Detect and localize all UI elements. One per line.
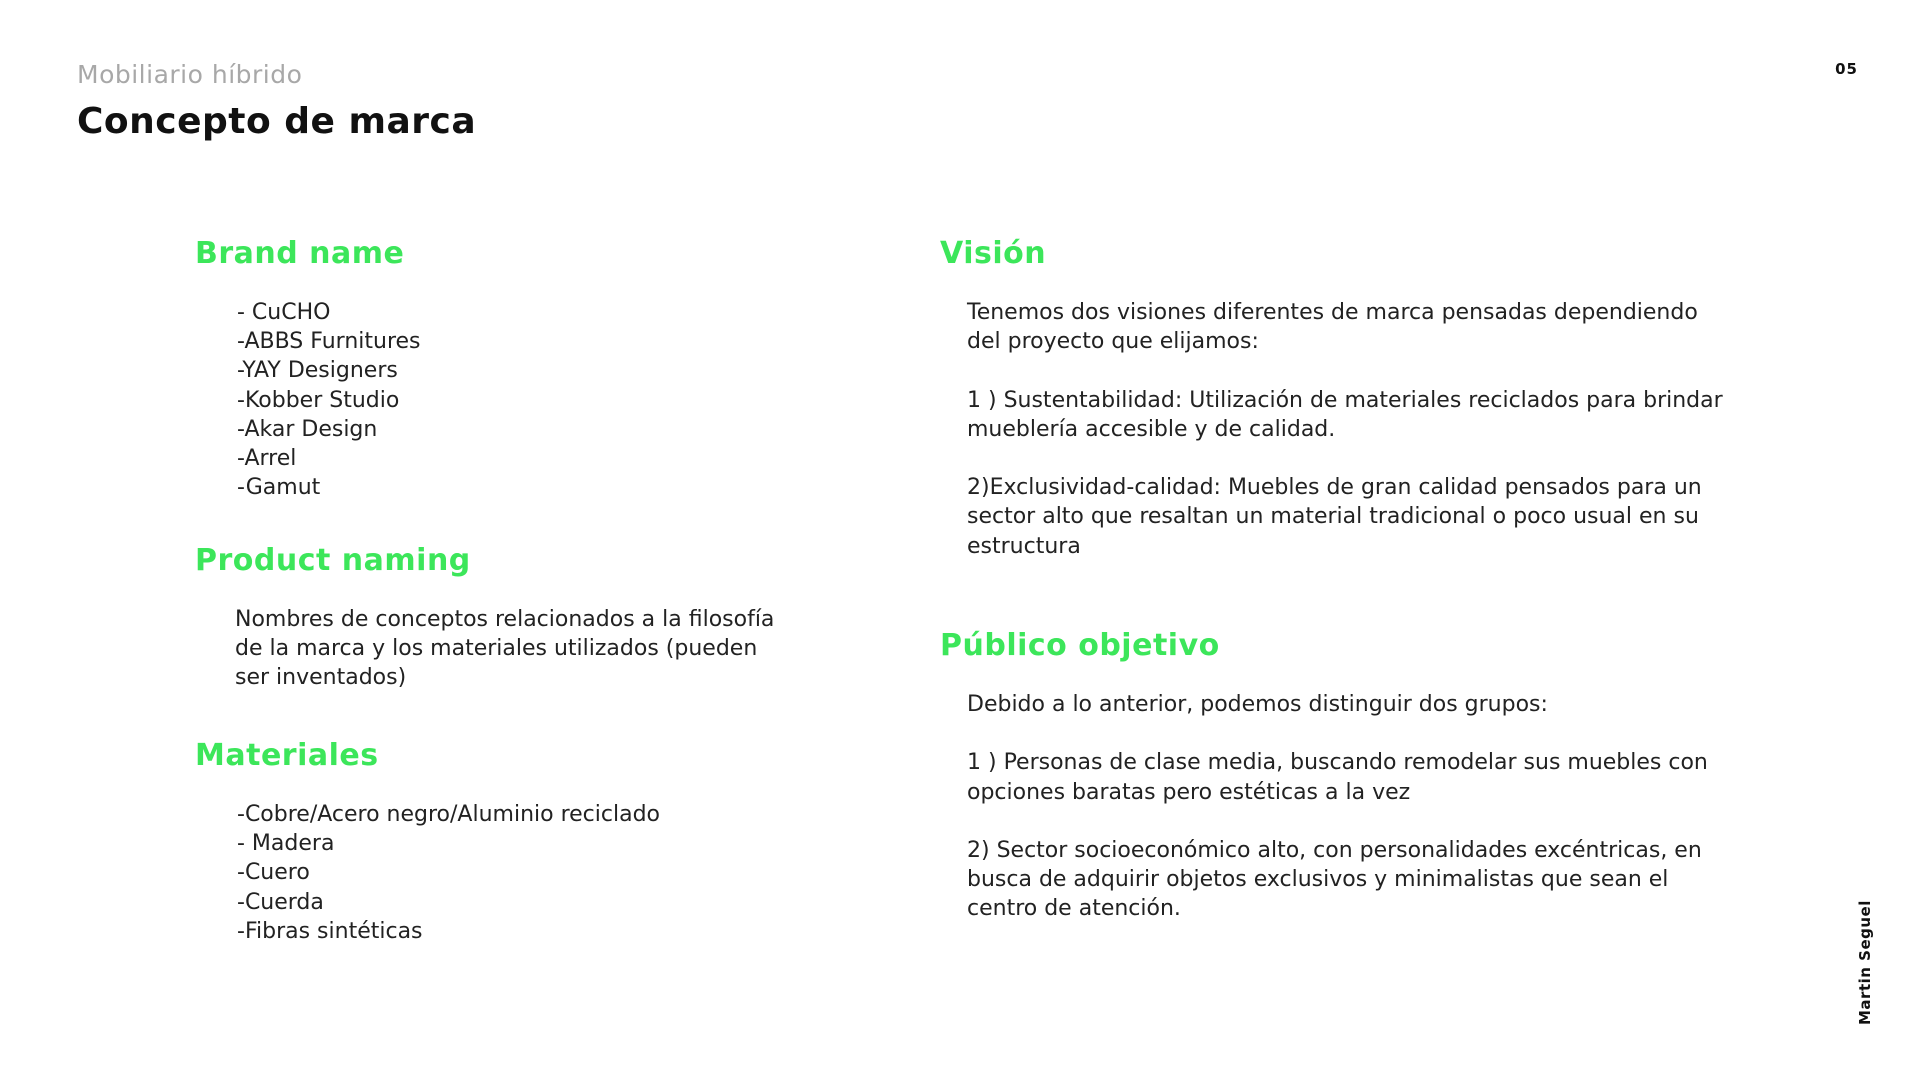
- list-item: - Madera: [237, 831, 335, 857]
- publico-paragraph: Debido a lo anterior, podemos distinguir dos grupos:: [967, 692, 1548, 717]
- vision-heading: Visión: [940, 236, 1047, 271]
- list-item: -ABBS Furnitures: [237, 329, 421, 355]
- brand-name-heading: Brand name: [195, 236, 405, 271]
- vision-paragraph: Tenemos dos visiones diferentes de marca pensadas dependiendo del proyecto que elijamos:: [967, 300, 1698, 355]
- publico-objetivo-heading: Público objetivo: [940, 628, 1220, 663]
- list-item: -YAY Designers: [237, 358, 398, 384]
- materiales-heading: Materiales: [195, 738, 379, 773]
- vision-paragraph: 1 ) Sustentabilidad: Utilización de materiales reciclados para brindar mueblería accesible y de calidad.: [967, 387, 1723, 442]
- author-credit: Martin Seguel: [1856, 900, 1874, 1025]
- list-item: -Cuerda: [237, 889, 324, 915]
- vision-paragraph: 2)Exclusividad-calidad: Muebles de gran calidad pensados para un sector alto que resaltan un material tradicional o poco usual en su estructura: [967, 475, 1702, 559]
- vision-text: [967, 298, 1727, 561]
- brand-name-list: [237, 298, 421, 502]
- page-kicker: Mobiliario híbrido: [77, 60, 303, 89]
- list-item: -Kobber Studio: [237, 387, 400, 413]
- product-naming-heading: Product naming: [195, 543, 471, 578]
- list-item: -Gamut: [237, 475, 321, 501]
- page-number: 05: [1835, 60, 1858, 78]
- list-item: -Cuero: [237, 860, 310, 886]
- product-naming-text: Nombres de conceptos relacionados a la filosofía de la marca y los materiales utilizados (pueden ser inventados): [235, 607, 775, 691]
- list-item: -Arrel: [237, 446, 297, 472]
- publico-objetivo-text: [967, 690, 1727, 924]
- publico-paragraph: 2) Sector socioeconómico alto, con personalidades excéntricas, en busca de adquirir objetos exclusivos y minimalistas que sean el centro de atención.: [967, 837, 1702, 922]
- list-item: - CuCHO: [237, 300, 331, 325]
- materiales-list: [237, 800, 660, 946]
- page-title: Concepto de marca: [77, 101, 477, 142]
- publico-paragraph: 1 ) Personas de clase media, buscando remodelar sus muebles con opciones baratas pero estéticas a la vez: [967, 750, 1708, 805]
- list-item: -Cobre/Acero negro/Aluminio reciclado: [237, 802, 660, 827]
- list-item: -Fibras sintéticas: [237, 918, 423, 944]
- list-item: -Akar Design: [237, 416, 378, 442]
